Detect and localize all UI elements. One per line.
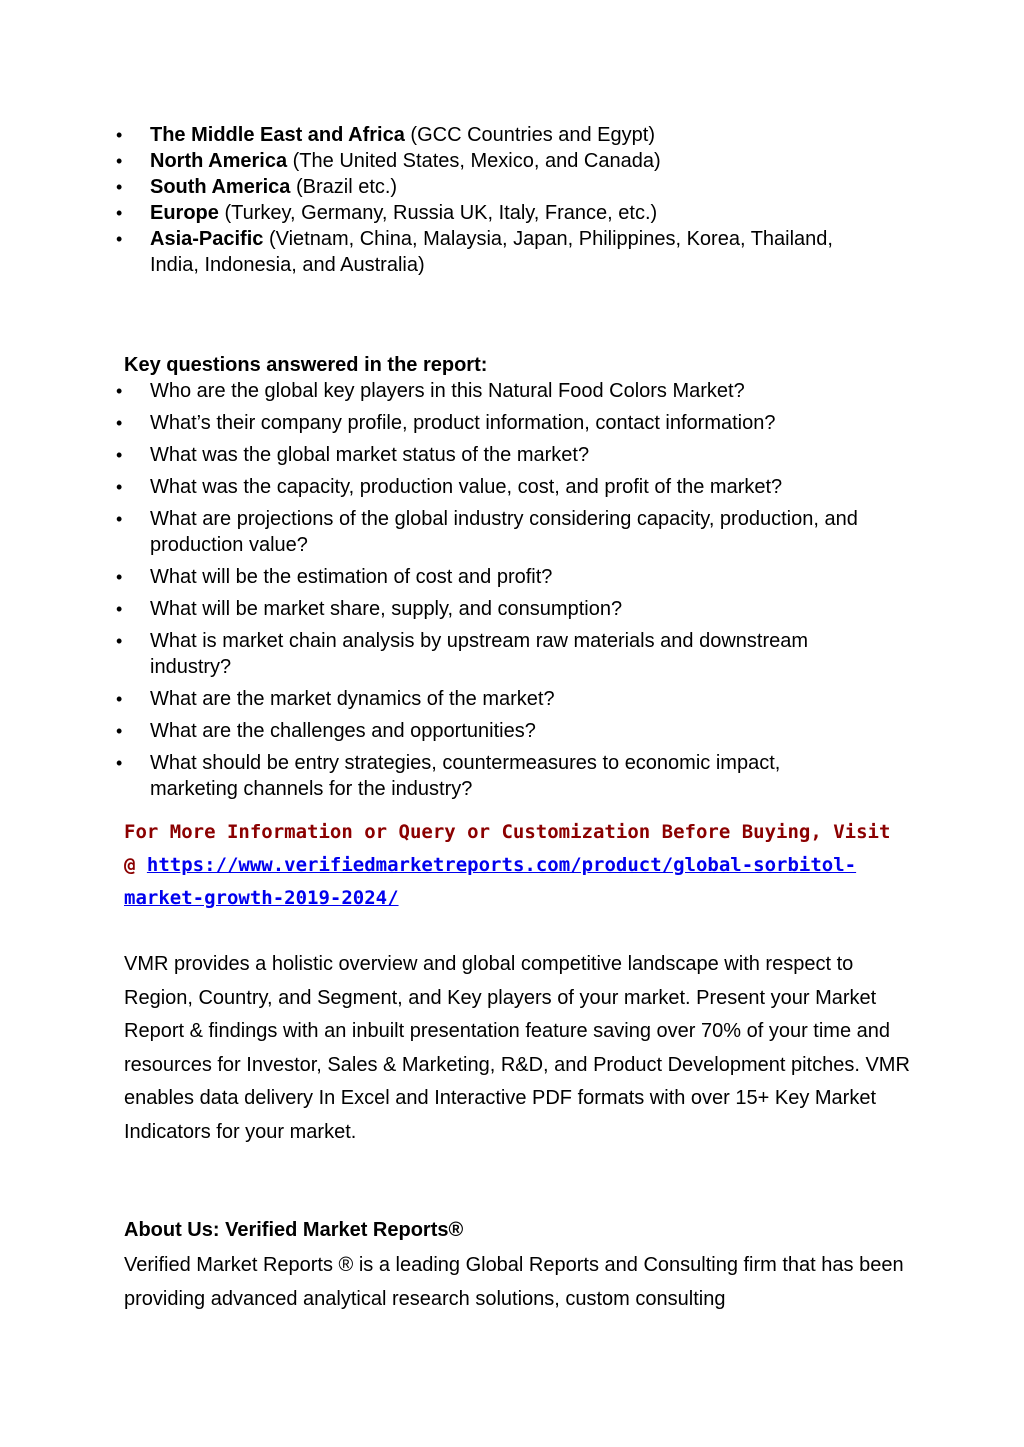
region-detail: (Turkey, Germany, Russia UK, Italy, France, etc.) bbox=[218, 202, 658, 224]
key-questions-heading: Key questions answered in the report: bbox=[124, 354, 488, 376]
list-item: • Who are the global key players in this Natural Food Colors Market? bbox=[116, 378, 916, 404]
about-us-heading: About Us: Verified Market Reports® bbox=[124, 1219, 464, 1241]
product-link[interactable]: https://www.verifiedmarketreports.com/product/global-sorbitol-market-growth-2019-2024/ bbox=[124, 854, 857, 909]
list-item: • What was the global market status of the market? bbox=[116, 442, 916, 468]
region-name: South America bbox=[150, 176, 291, 198]
more-info-callout bbox=[124, 816, 904, 915]
list-item: • What will be the estimation of cost and profit? bbox=[116, 564, 916, 590]
region-detail: (Vietnam, China, Malaysia, Japan, Philippines, Korea, Thailand, India, Indonesia, and Australia) bbox=[150, 228, 833, 276]
region-name: Asia-Pacific bbox=[150, 228, 264, 250]
list-item bbox=[116, 148, 916, 174]
list-item: • What are the market dynamics of the market? bbox=[116, 686, 916, 712]
region-detail: (GCC Countries and Egypt) bbox=[404, 124, 655, 146]
list-item: • What are projections of the global industry considering capacity, production, and production value? bbox=[116, 506, 916, 558]
list-item: • What will be market share, supply, and consumption? bbox=[116, 596, 916, 622]
list-item: • What’s their company profile, product information, contact information? bbox=[116, 410, 916, 436]
key-questions-list bbox=[116, 378, 916, 808]
region-detail: (The United States, Mexico, and Canada) bbox=[287, 150, 661, 172]
region-name: North America bbox=[150, 150, 288, 172]
region-name: The Middle East and Africa bbox=[150, 124, 405, 146]
regions-list bbox=[116, 122, 916, 278]
about-us-paragraph: Verified Market Reports ® is a leading Global Reports and Consulting firm that has been providing advanced analytical research solutions, custom consulting bbox=[124, 1254, 904, 1310]
list-item bbox=[116, 226, 850, 278]
list-item: • What are the challenges and opportunities? bbox=[116, 718, 916, 744]
list-item bbox=[116, 200, 916, 226]
region-name: Europe bbox=[150, 202, 219, 224]
list-item: • What is market chain analysis by upstream raw materials and downstream industry? bbox=[116, 628, 890, 680]
list-item: • What was the capacity, production value, cost, and profit of the market? bbox=[116, 474, 916, 500]
list-item bbox=[116, 122, 916, 148]
cta-text: For More Information or Query or Customization Before Buying, Visit @ bbox=[124, 821, 891, 876]
list-item bbox=[116, 174, 916, 200]
list-item: • What should be entry strategies, countermeasures to economic impact, marketing channels for the industry? bbox=[116, 750, 870, 802]
region-detail: (Brazil etc.) bbox=[290, 176, 398, 198]
vmr-overview-paragraph: VMR provides a holistic overview and global competitive landscape with respect to Region, Country, and Segment, and Key players of your market. Present your Market Report & findings with an inbuilt presentation feature saving over 70% of your time and resources for Investor, Sales & Marketing, R&D, and Product Development pitches. VMR enables data delivery In Excel and Interactive PDF formats with over 15+ Key Market Indicators for your market. bbox=[124, 953, 910, 1143]
